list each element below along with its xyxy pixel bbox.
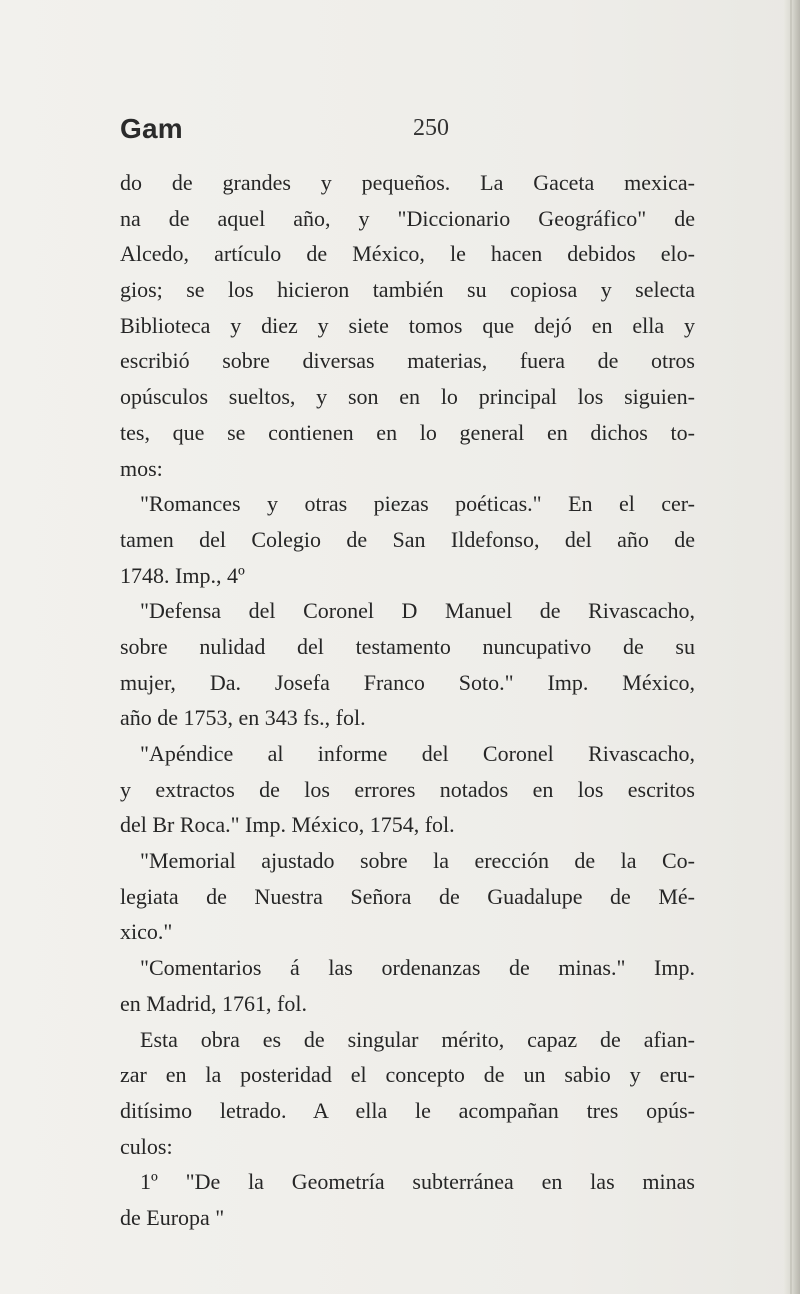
text-line: 1º "De la Geometría subterránea en las minas — [140, 1169, 695, 1195]
text-line: Alcedo, artículo de México, le hacen debidos elo- — [120, 241, 695, 267]
text-line: en Madrid, 1761, fol. — [120, 990, 307, 1016]
text-line: gios; se los hicieron también su copiosa y selecta — [120, 277, 695, 303]
text-line: escribió sobre diversas materias, fuera de otros — [120, 348, 695, 374]
text-line: del Br Roca." Imp. México, 1754, fol. — [120, 812, 455, 838]
text-line: de Europa " — [120, 1204, 225, 1230]
body-text — [120, 165, 695, 1236]
text-line: y extractos de los errores notados en los escritos — [120, 776, 695, 802]
running-head: Gam — [120, 113, 183, 144]
text-line: legiata de Nuestra Señora de Guadalupe de Mé- — [120, 883, 695, 909]
text-line: año de 1753, en 343 fs., fol. — [120, 705, 366, 731]
text-line: "Defensa del Coronel D Manuel de Rivascacho, — [140, 598, 695, 624]
text-line: "Memorial ajustado sobre la erección de la Co- — [140, 848, 695, 874]
text-line: ditísimo letrado. A ella le acompañan tres opús- — [120, 1097, 695, 1123]
text-line: mujer, Da. Josefa Franco Soto." Imp. México, — [120, 669, 695, 695]
text-line: "Romances y otras piezas poéticas." En el cer- — [140, 491, 695, 517]
text-line: na de aquel año, y "Diccionario Geográfico" de — [120, 205, 695, 231]
text-line: xico." — [120, 919, 173, 945]
text-line: sobre nulidad del testamento nuncupativo de su — [120, 633, 695, 659]
text-line: "Apéndice al informe del Coronel Rivascacho, — [140, 741, 695, 766]
text-line: zar en la posteridad el concepto de un sabio y eru- — [120, 1062, 695, 1088]
text-line: tes, que se contienen en lo general en dichos to- — [120, 419, 695, 445]
text-line: culos: — [120, 1133, 173, 1159]
text-line: Esta obra es de singular mérito, capaz de afian- — [140, 1026, 695, 1052]
text-line: 1748. Imp., 4º — [120, 562, 245, 588]
text-line: Biblioteca y diez y siete tomos que dejó en ella y — [120, 312, 695, 338]
text-line: opúsculos sueltos, y son en lo principal los siguien- — [120, 384, 695, 410]
text-line: mos: — [120, 455, 163, 481]
text-line: "Comentarios á las ordenanzas de minas." Imp. — [140, 955, 695, 981]
page-number: 250 — [413, 115, 449, 141]
page-edge — [784, 0, 800, 1294]
text-line: do de grandes y pequeños. La Gaceta mexica- — [120, 170, 695, 195]
page-header — [120, 113, 680, 153]
text-line: tamen del Colegio de San Ildefonso, del año de — [120, 526, 695, 552]
